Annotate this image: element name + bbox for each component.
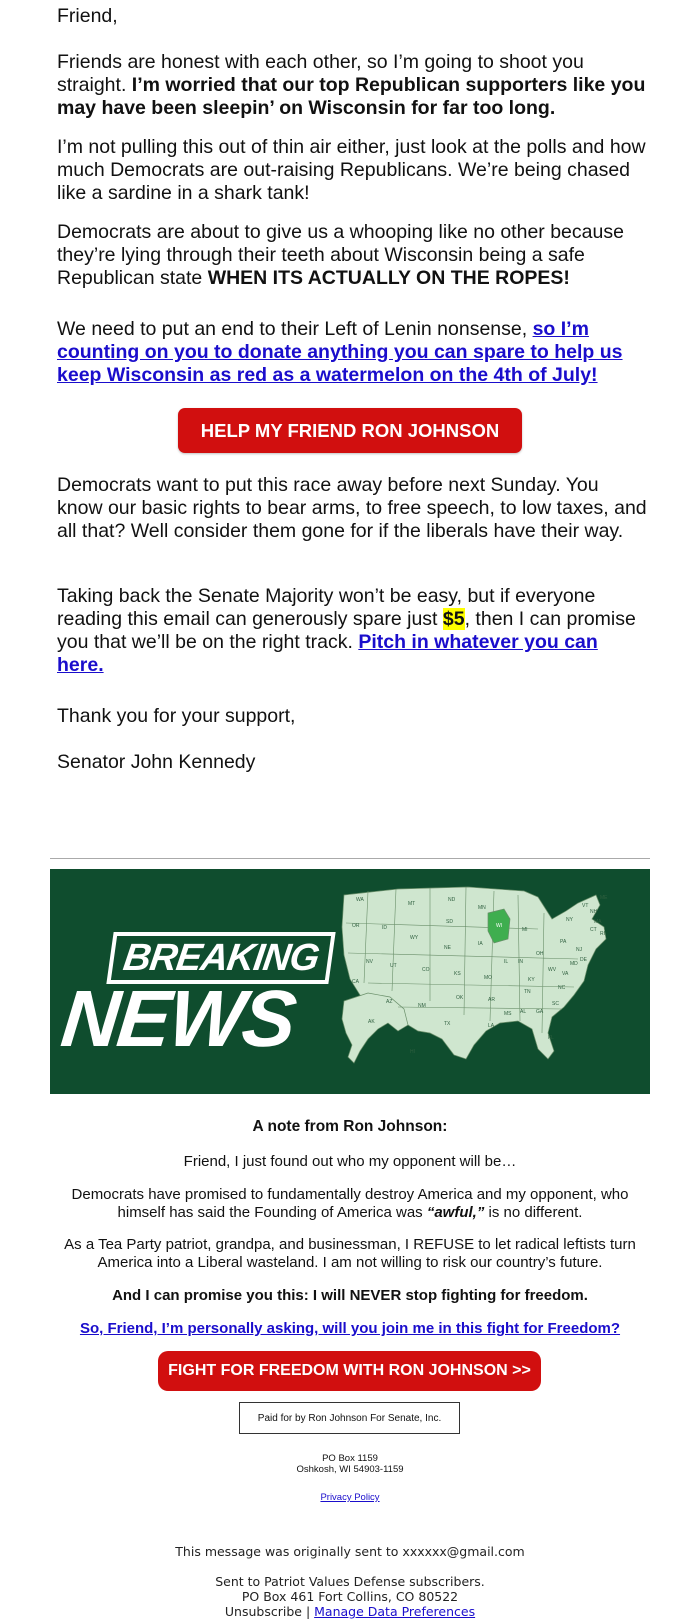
state-label-tn: TN xyxy=(524,989,531,995)
greeting: Friend, xyxy=(57,5,118,27)
paragraph-5: Democrats want to put this race away before next Sunday. You know our basic rights to bear arms, to free speech, to low taxes, and all that? Well consider them gone for if the liberals have their way. xyxy=(57,474,647,542)
footer-links: Unsubscribe | Manage Data Preferences xyxy=(224,1604,476,1619)
state-label-oh: OH xyxy=(536,951,544,957)
campaign-address-line-2: Oshkosh, WI 54903-1159 xyxy=(296,1464,404,1475)
privacy-policy-link[interactable]: Privacy Policy xyxy=(320,1492,380,1503)
state-label-il: IL xyxy=(504,959,509,965)
state-label-de: DE xyxy=(580,957,587,963)
state-label-pa: PA xyxy=(560,939,567,945)
state-label-nj: NJ xyxy=(576,947,583,953)
state-label-sd: SD xyxy=(446,919,453,925)
freedom-ask-link[interactable]: So, Friend, I’m personally asking, will you join me in this fight for Freedom? xyxy=(79,1320,621,1337)
breaking-label: BREAKING xyxy=(106,932,335,984)
state-label-ms: MS xyxy=(504,1011,512,1017)
note-paragraph-4: And I can promise you this: I will NEVER stop fighting for freedom. xyxy=(112,1287,588,1304)
paid-for-box: Paid for by Ron Johnson For Senate, Inc. xyxy=(239,1402,460,1434)
state-label-ma: MA xyxy=(594,919,602,925)
state-label-ga: GA xyxy=(536,1009,544,1015)
alaska-shape xyxy=(342,993,408,1063)
state-label-wv: WV xyxy=(548,967,557,973)
breaking-news-banner xyxy=(50,869,650,1094)
state-label-mi: MI xyxy=(522,927,528,933)
divider xyxy=(50,858,650,859)
state-label-nd: ND xyxy=(448,897,456,903)
state-label-md: MD xyxy=(570,961,578,967)
state-label-sc: SC xyxy=(552,1001,559,1007)
news-label: NEWS xyxy=(57,974,299,1063)
state-label-nh: NH xyxy=(590,909,598,915)
paragraph-6: Taking back the Senate Majority won’t be easy, but if everyone reading this email can generously spare just $5, then I can promise you that we’ll be on the right track. Pitch in whatever you can here. xyxy=(57,585,636,676)
state-label-vt: VT xyxy=(582,903,589,909)
manage-preferences-link[interactable]: Manage Data Preferences xyxy=(314,1604,476,1619)
state-label-az: AZ xyxy=(386,999,393,1005)
campaign-address-line-1: PO Box 1159 xyxy=(322,1453,378,1464)
state-label-fl: FL xyxy=(548,1035,554,1041)
state-label-ny: NY xyxy=(566,917,573,923)
state-label-al: AL xyxy=(520,1009,527,1015)
note-heading: A note from Ron Johnson: xyxy=(252,1118,448,1135)
donation-amount: $5 xyxy=(442,608,465,630)
state-label-ak: AK xyxy=(368,1019,375,1025)
help-ron-johnson-button[interactable]: HELP MY FRIEND RON JOHNSON xyxy=(178,408,522,453)
state-label-ky: KY xyxy=(528,977,535,983)
state-label-nm: NM xyxy=(418,1003,426,1009)
state-label-hi: HI xyxy=(410,1049,415,1055)
state-label-nv: NV xyxy=(366,959,373,965)
state-label-wi: WI xyxy=(496,923,503,929)
note-paragraph-2: Democrats have promised to fundamentally destroy America and my opponent, who himself has said the Founding of America was “awful,” is no different. xyxy=(71,1186,629,1221)
paragraph-1: Friends are honest with each other, so I’m going to shoot you straight. I’m worried that our top Republican supporters like you may have been sleepin’ on Wisconsin for far too long. xyxy=(57,51,646,119)
state-label-nc: NC xyxy=(558,985,566,991)
privacy-row xyxy=(50,1492,650,1503)
state-label-ar: AR xyxy=(488,997,495,1003)
state-label-co: CO xyxy=(422,967,430,973)
state-label-ok: OK xyxy=(456,995,464,1001)
state-label-la: LA xyxy=(488,1023,495,1029)
thanks-line: Thank you for your support, xyxy=(57,705,296,727)
donate-link[interactable]: so I’m counting on you to donate anything you can spare to help us keep Wisconsin as red as a watermelon on the 4th of July! xyxy=(57,318,623,386)
paragraph-4: We need to put an end to their Left of Lenin nonsense, so I’m counting on you to donate anything you can spare to help us keep Wisconsin as red as a watermelon on the 4th of July! xyxy=(57,318,623,386)
state-label-or: OR xyxy=(352,923,360,929)
note-paragraph-3: As a Tea Party patriot, grandpa, and businessman, I REFUSE to let radical leftists turn America into a Liberal wasteland. I am not willing to risk our country’s future. xyxy=(64,1236,636,1271)
pitch-in-link[interactable]: Pitch in whatever you can here. xyxy=(57,631,598,676)
subscribers-line: Sent to Patriot Values Defense subscribers. xyxy=(215,1574,485,1589)
footer-address: PO Box 461 Fort Collins, CO 80522 xyxy=(241,1589,459,1604)
freedom-ask-link-row xyxy=(50,1320,650,1338)
state-label-va: VA xyxy=(562,971,569,977)
state-label-id: ID xyxy=(382,925,387,931)
state-label-wa: WA xyxy=(356,897,364,903)
us-map-icon xyxy=(338,883,638,1088)
state-label-ne: NE xyxy=(444,945,451,951)
signature: Senator John Kennedy xyxy=(57,751,256,773)
state-label-ct: CT xyxy=(590,927,597,933)
state-label-wy: WY xyxy=(410,935,419,941)
note-line-1: Friend, I just found out who my opponent will be… xyxy=(183,1153,517,1170)
unsubscribe-link[interactable]: Unsubscribe xyxy=(224,1604,302,1619)
paragraph-3: Democrats are about to give us a whooping like no other because they’re lying through their teeth about Wisconsin being a safe Republican state WHEN ITS ACTUALLY ON THE ROPES! xyxy=(57,221,624,289)
state-label-mn: MN xyxy=(478,905,486,911)
state-label-me: ME xyxy=(600,895,608,901)
state-label-ia: IA xyxy=(478,941,483,947)
state-label-mo: MO xyxy=(484,975,493,981)
fight-for-freedom-button[interactable]: FIGHT FOR FREEDOM WITH RON JOHNSON >> xyxy=(158,1351,541,1391)
state-label-ks: KS xyxy=(454,971,461,977)
state-label-mt: MT xyxy=(408,901,416,907)
state-label-tx: TX xyxy=(444,1021,451,1027)
state-label-ri: RI xyxy=(600,931,605,937)
state-label-ca: CA xyxy=(352,979,359,985)
state-label-ut: UT xyxy=(390,963,397,969)
paragraph-2: I’m not pulling this out of thin air either, just look at the polls and how much Democrats are out-raising Republicans. We’re being chased like a sardine in a shark tank! xyxy=(57,136,646,204)
state-label-in: IN xyxy=(518,959,523,965)
sent-to-line: This message was originally sent to xxxxxx@gmail.com xyxy=(175,1544,525,1559)
